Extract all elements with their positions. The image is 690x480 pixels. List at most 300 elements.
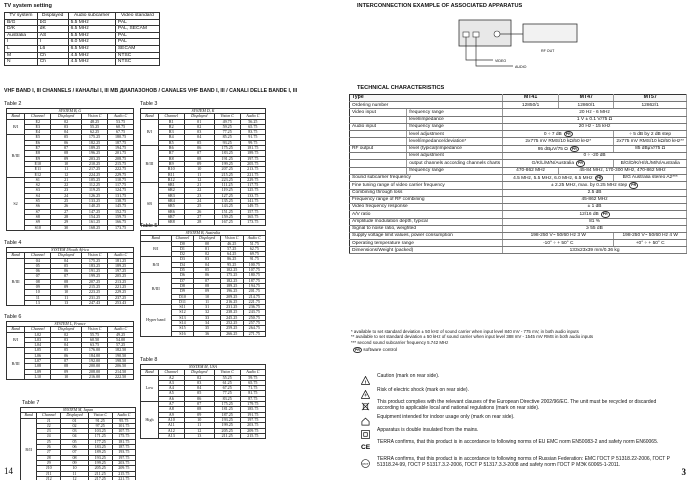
table-2-label: Table 2	[4, 101, 22, 107]
table-cell: 119.25	[81, 188, 107, 193]
table-cell: 196.25	[81, 151, 107, 156]
table-cell: 21	[184, 183, 214, 188]
col-head: Audio C	[243, 236, 265, 241]
table-cell: 133.25	[81, 199, 107, 204]
table-cell: 187.75	[243, 278, 265, 283]
table-cell: L	[5, 45, 38, 52]
spec-label: Frequency range of RF combining	[350, 196, 503, 203]
band-cell: Hyper band	[141, 305, 172, 337]
band-cell: B/I	[7, 332, 25, 348]
table-cell: 205.25	[214, 428, 240, 433]
col-head: Vision C	[214, 370, 240, 375]
table-cell: E11	[25, 167, 51, 172]
table-cell: 175.25	[81, 135, 107, 140]
table-cell: 189.25	[88, 450, 112, 455]
table-cell: 04	[51, 130, 81, 135]
table-cell: 141.75	[240, 199, 265, 204]
table-cell: 189.25	[220, 283, 243, 288]
spec-value: 2x775 mV RMS/10 kΩ/50 kHz*	[503, 138, 614, 145]
spec-value: G/K/L/M/N/Australia PR	[503, 160, 614, 167]
table-cell: 22	[184, 188, 214, 193]
table-cell: 27	[184, 214, 214, 219]
channel-table-2	[6, 108, 134, 231]
channel-table-8	[140, 364, 266, 439]
col-head: Band	[141, 114, 159, 119]
table-cell: 06	[61, 445, 89, 450]
table-cell: 36	[194, 331, 220, 336]
table-cell: 203.25	[81, 156, 107, 161]
table-cell: 131.75	[108, 193, 134, 198]
table-cell: S13	[171, 315, 194, 320]
table-cell: 05	[51, 135, 81, 140]
table-row	[5, 59, 160, 66]
table-cell: 06	[184, 396, 214, 401]
table-cell: R12	[158, 177, 184, 182]
table-cell: 59.25	[214, 124, 240, 129]
table-cell: S9	[25, 220, 51, 225]
table-cell: 133.75	[240, 193, 265, 198]
table-cell: 229.25	[108, 290, 134, 295]
table-cell: 08	[51, 151, 81, 156]
channel-table	[6, 321, 134, 380]
table-cell: D11	[171, 299, 194, 304]
table-cell: 238.25	[220, 310, 243, 315]
spec-label: A/V ratio	[350, 211, 503, 218]
svg-text:РСТ: РСТ	[362, 461, 369, 466]
table-cell: J1	[37, 418, 61, 423]
table-cell: 271.75	[243, 331, 265, 336]
table-cell: 127.25	[214, 193, 240, 198]
table-cell: 206.50	[108, 364, 134, 369]
tech-table	[349, 94, 687, 254]
spec-value: 470-862 MHz	[503, 167, 559, 174]
spec-label: Sound subcarrier frequency	[350, 174, 503, 181]
table-cell: 166.75	[108, 220, 134, 225]
band-cell: B/III	[7, 348, 25, 380]
col-head: Audio C	[108, 114, 134, 119]
table-cell: 247.43	[81, 300, 107, 305]
table-cell: 06	[194, 273, 220, 278]
table-cell: J4	[37, 434, 61, 439]
gost-mark-icon	[361, 455, 370, 464]
spec-row	[350, 123, 687, 130]
spec-value: 1 V ± 0.1 V/75 Ω	[503, 116, 687, 123]
table-cell: A2	[158, 375, 184, 380]
table-cell: 209.25	[220, 294, 243, 299]
table-7-label: Table 7	[22, 400, 40, 406]
table-cell: 02	[184, 375, 214, 380]
table-cell: 259.25	[220, 326, 243, 331]
table-cell: 55.25	[81, 124, 107, 129]
table-cell: 213.75	[240, 167, 265, 172]
spec-label: Dimensions/Weight (packed)	[350, 247, 503, 254]
table-cell: 143.25	[214, 204, 240, 209]
table-cell: 191.75	[240, 412, 265, 417]
table-cell: 200.00	[81, 364, 107, 369]
col-head: Vision C	[220, 236, 243, 241]
channel-table	[140, 108, 266, 226]
col-head: Displayed	[184, 370, 214, 375]
pr-badge: PR	[355, 348, 360, 352]
band-cell: S2	[7, 177, 25, 230]
table-cell: 252.25	[220, 321, 243, 326]
table-cell: 24	[184, 199, 214, 204]
table-cell: 197.25	[108, 269, 134, 274]
table-cell: D0	[171, 241, 194, 246]
table-cell: 25	[51, 199, 81, 204]
table-cell: 49.75	[214, 119, 240, 124]
table-cell: 60.50	[81, 337, 107, 342]
table-cell: E10	[25, 161, 51, 166]
note-text: Risk of electric shock (mark on rear side).	[377, 387, 469, 393]
table-cell: SR5	[158, 204, 184, 209]
table-cell: R7	[158, 151, 184, 156]
table-cell: 31	[194, 305, 220, 310]
table-cell: 183.25	[214, 151, 240, 156]
spec-label: frequency range	[407, 123, 503, 130]
table-cell: 30	[51, 225, 81, 230]
indoor-icon	[361, 413, 370, 422]
table-cell: 08	[194, 283, 220, 288]
table-cell: 09	[184, 161, 214, 166]
spec-value: ± 1 dB	[503, 203, 687, 210]
table-6-label: Table 6	[4, 314, 22, 320]
table-cell: 21	[51, 177, 81, 182]
mt47-head: MT47	[559, 95, 614, 102]
table-cell: 201.75	[243, 289, 265, 294]
table-cell: E12	[25, 172, 51, 177]
table-cell: 09	[51, 369, 81, 374]
table-cell: 229.75	[108, 172, 134, 177]
table-cell: D2	[171, 252, 194, 257]
table-cell: 91.75	[243, 257, 265, 262]
pr-badge: PR	[565, 131, 571, 136]
spec-label: Amplitude modulation depth, typical	[350, 218, 503, 225]
table-cell: 223.25	[214, 177, 240, 182]
double-insulation-icon	[361, 426, 370, 435]
table-cell: 02	[61, 423, 89, 428]
table-cell: 211.25	[214, 433, 240, 438]
table-cell: A4	[158, 386, 184, 391]
note-text: TERRA confirms, that this product is in accordance to following norms of EU EMC norm EN50083-2 and safety norm EN60065.	[377, 439, 659, 445]
table-cell: 173.75	[108, 225, 134, 230]
table-cell: PAL, SECAM	[115, 26, 159, 33]
table-cell: Ch	[37, 59, 68, 66]
col-head: Vision C	[88, 413, 112, 418]
col-head: Displayed	[194, 236, 220, 241]
table-cell: 216.00	[81, 374, 107, 379]
band-cell: SB	[141, 183, 159, 225]
table-cell: 69.75	[243, 252, 265, 257]
table-cell: 08	[25, 279, 51, 284]
table-cell: 65.75	[240, 124, 265, 129]
table-cell: 205.25	[88, 466, 112, 471]
channel-table-4	[6, 247, 134, 306]
table-cell: 209.75	[240, 428, 265, 433]
col-head: Channel	[171, 236, 194, 241]
table-cell: 11	[194, 299, 220, 304]
table-cell: E9	[25, 156, 51, 161]
system-name: SYSTEM I/South Africa	[7, 248, 134, 253]
spec-group	[350, 116, 407, 123]
spec-label: output channels according channels charts	[407, 160, 503, 167]
table-cell: 02	[194, 252, 220, 257]
table-cell: 55.25	[214, 375, 240, 380]
table-cell: D3	[171, 257, 194, 262]
spec-row	[350, 174, 687, 181]
table-cell: 221.25	[108, 285, 134, 290]
table-cell: 5.5 MHz	[68, 32, 115, 39]
note-text: Equipment intended for indoor usage only (mark on rear side).	[377, 414, 515, 420]
table-cell: 10	[194, 294, 220, 299]
table-cell: 5.5 MHz	[68, 19, 115, 26]
spec-value: 85 dBµV/75 Ω	[614, 145, 687, 152]
table-cell: 91.25	[88, 418, 112, 423]
table-cell: D10	[171, 294, 194, 299]
band-cell: B/I	[141, 241, 172, 257]
spec-value: +0° ÷ + 50° C	[614, 240, 687, 247]
spec-label: Fine tuning range of video carrier frequency	[350, 182, 503, 189]
rf-out-label: RF OUT	[541, 49, 555, 53]
table-cell: 192.00	[81, 359, 107, 364]
interconnection-title: INTERCONNECTION EXAMPLE OF ASSOCIATED APPARATUS	[357, 3, 523, 9]
col-head: Audio C	[240, 370, 265, 375]
table-cell: 08	[61, 455, 89, 460]
table-cell: 09	[184, 412, 214, 417]
table-cell: 11	[184, 423, 214, 428]
table-cell: 175.25	[214, 402, 240, 407]
spec-value: 12/16 dB PR	[503, 211, 687, 218]
col-head: Channel	[25, 114, 51, 119]
table-cell: 245.25	[220, 315, 243, 320]
combiner-device	[523, 24, 577, 42]
table-cell: 223.25	[81, 290, 107, 295]
table-cell: 181.25	[108, 258, 134, 263]
table-cell: 221.75	[112, 476, 135, 480]
table-cell: 12	[61, 476, 89, 480]
table-cell: 87.75	[240, 396, 265, 401]
table-cell: D8	[171, 283, 194, 288]
table-cell: A9	[158, 412, 184, 417]
pr-badge: PR	[578, 161, 583, 166]
spec-value: 4.5 MHz, 5.5 MHz, 6.0 MHz, 6.5 MHz PR	[503, 174, 614, 181]
table-cell: 07	[51, 146, 81, 151]
audio-in-label: AUDIO	[515, 65, 527, 69]
table-cell: A11	[158, 423, 184, 428]
table-cell: 167.25	[214, 220, 240, 225]
table-cell: J5	[37, 439, 61, 444]
table-row	[5, 19, 160, 26]
table-cell: 03	[184, 380, 214, 385]
table-cell: 165.75	[240, 214, 265, 219]
table-cell: 189.25	[108, 263, 134, 268]
spec-row	[350, 218, 687, 225]
table-cell: 197.75	[240, 156, 265, 161]
table-cell: 107.75	[112, 429, 135, 434]
mt41-head: MT41	[503, 95, 559, 102]
table-cell: 07	[194, 278, 220, 283]
channel-table	[6, 247, 134, 306]
table-cell: J8	[37, 455, 61, 460]
table-cell: 02	[184, 124, 214, 129]
table-cell: S4	[25, 193, 51, 198]
table-cell: 05	[51, 348, 81, 353]
table-cell: 217.25	[88, 476, 112, 480]
table-cell: L02	[25, 332, 51, 337]
shock-icon	[361, 386, 370, 395]
note-text: Apparatus is double insulated from the mains.	[377, 427, 479, 433]
table-cell: 67.25	[214, 386, 240, 391]
table-cell: 111.25	[214, 183, 240, 188]
table-cell: 12	[51, 172, 81, 177]
table-cell: 189.75	[240, 151, 265, 156]
table-cell: 213.25	[108, 279, 134, 284]
pr-legend-text: software control	[363, 348, 398, 353]
table-cell: 105.25	[81, 177, 107, 182]
spec-value: 2.5 dB	[503, 189, 687, 196]
col-head: Band	[141, 370, 159, 375]
table-cell: J12	[37, 476, 61, 480]
table-cell: 10	[184, 417, 214, 422]
table-cell: D4	[171, 262, 194, 267]
spec-group	[350, 160, 407, 167]
table-cell: 53.75	[108, 119, 134, 124]
table-cell: 32	[194, 310, 220, 315]
col-head: Displayed	[184, 114, 214, 119]
ce-mark-icon	[361, 438, 371, 451]
table-cell: 209.75	[112, 466, 135, 471]
table-cell: E2	[25, 119, 51, 124]
band-cell: High	[141, 402, 159, 439]
band-cell: Low	[141, 375, 159, 401]
band-cell: B/II	[21, 418, 37, 480]
table-cell: 85.25	[214, 135, 240, 140]
table-cell: 253.43	[108, 300, 134, 305]
spec-row	[350, 152, 687, 159]
table-cell: M	[5, 52, 38, 59]
spec-row	[350, 247, 687, 254]
tech-title: TECHNICAL CHARACTERISTICS	[357, 85, 445, 91]
table-cell: 187.75	[112, 445, 135, 450]
table-cell: 35	[194, 326, 220, 331]
table-cell: 6.0 MHz	[68, 39, 115, 46]
band-cell: B/I	[7, 119, 25, 135]
table-cell: J6	[37, 445, 61, 450]
table-cell: 205.25	[108, 274, 134, 279]
table-cell: 4.5 MHz	[68, 52, 115, 59]
table-cell: 196.25	[220, 289, 243, 294]
table-cell: 04	[184, 135, 214, 140]
table-cell: L6	[37, 45, 68, 52]
table-cell: 77.25	[214, 130, 240, 135]
table-cell: 07	[51, 274, 81, 279]
table-cell: 107.75	[243, 268, 265, 273]
table-cell: L06	[25, 353, 51, 358]
table-cell: 126.25	[81, 193, 107, 198]
table-cell: SR2	[158, 188, 184, 193]
spec-group: Audio input	[350, 123, 407, 130]
table-cell: 221.75	[243, 299, 265, 304]
channel-table-6	[6, 321, 134, 380]
spec-group	[350, 152, 407, 159]
spec-value: 20 Hz - 15 kHz	[503, 123, 687, 130]
table-cell: SR4	[158, 199, 184, 204]
col-head: Channel	[37, 413, 61, 418]
table-cell: 09	[51, 285, 81, 290]
table-cell: 10	[61, 466, 89, 471]
table-cell: 99.75	[240, 140, 265, 145]
svg-text:!: !	[364, 380, 367, 385]
pr-badge: PR	[631, 183, 637, 188]
table-cell: 04	[194, 262, 220, 267]
spec-row	[350, 189, 687, 196]
spec-row	[350, 130, 687, 137]
table-cell: 03	[51, 124, 81, 129]
table-cell: Australia	[5, 32, 38, 39]
table-cell: 29	[51, 220, 81, 225]
table-cell: 211.25	[88, 471, 112, 476]
spec-value: B/G Australia stereo A2***	[614, 174, 687, 181]
table-cell: 180.75	[243, 273, 265, 278]
table-cell: 191.25	[81, 269, 107, 274]
spec-value: 20 Hz - 6 MHz	[503, 109, 687, 116]
table-cell: 93.25	[214, 140, 240, 145]
spec-label: frequency range	[407, 167, 503, 174]
spec-value: 0 ÷ -20 dB	[503, 152, 687, 159]
table-row	[5, 32, 160, 39]
table-cell: SR7	[158, 214, 184, 219]
col-head: Displayed	[51, 253, 81, 258]
table-cell: 205.75	[240, 161, 265, 166]
table-cell: 145.75	[108, 204, 134, 209]
col-head: Displayed	[51, 114, 81, 119]
pr-legend	[351, 347, 397, 353]
spec-label: Operating temperature range	[350, 240, 503, 247]
spec-label: Combining through loss	[350, 189, 503, 196]
spec-label: level adjustment	[407, 152, 503, 159]
table-cell: 26	[51, 204, 81, 209]
table-cell: J9	[37, 460, 61, 465]
table-cell: 04	[184, 386, 214, 391]
table-cell: 10	[25, 290, 51, 295]
spec-value: 2x775 mV RMS/10 kΩ/50 kHz**	[614, 138, 687, 145]
table-cell: 28	[51, 214, 81, 219]
spec-label: Supply voltage limit values, power consumption	[350, 232, 503, 239]
table-cell: S14	[171, 321, 194, 326]
table-cell: 71.75	[240, 386, 265, 391]
spec-group: RF output	[350, 145, 407, 152]
table-cell: SR8	[158, 220, 184, 225]
table-cell: 171.25	[88, 434, 112, 439]
table-cell: 182.25	[220, 278, 243, 283]
table-cell: 125.75	[240, 188, 265, 193]
table-cell: 117.75	[240, 183, 265, 188]
table-cell: 112.25	[81, 183, 107, 188]
table-cell: 06	[184, 146, 214, 151]
table-cell: 13	[51, 300, 81, 305]
spec-value: B/G/D/K/H/I/L/M/N/Australia	[614, 160, 687, 167]
table-cell: SR1	[158, 183, 184, 188]
table-cell: S10	[25, 225, 51, 230]
table-cell: 190.50	[108, 353, 134, 358]
spec-group	[350, 167, 407, 174]
table-cell: 147.25	[81, 209, 107, 214]
table-cell: 60.75	[108, 124, 134, 129]
band-cell: B/III	[7, 135, 25, 177]
table-cell: 100.75	[243, 262, 265, 267]
system-name: SYSTEM L, France	[7, 322, 134, 327]
table-cell: 67.75	[108, 130, 134, 135]
